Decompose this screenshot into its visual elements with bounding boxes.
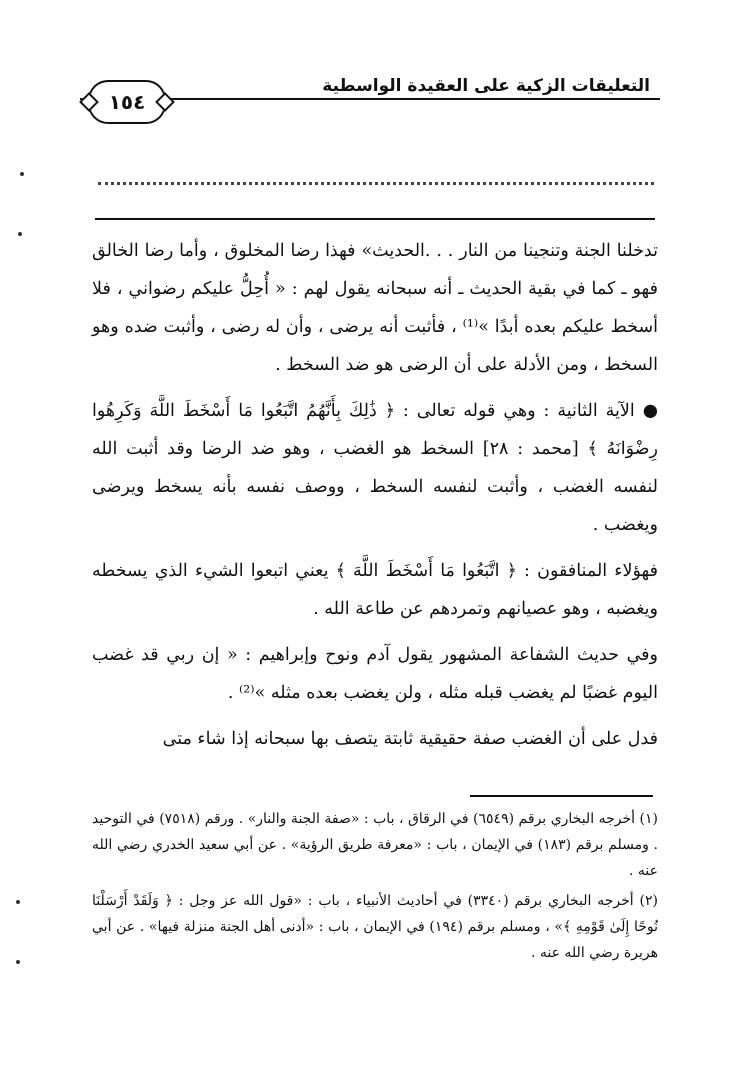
- running-header: [80, 70, 660, 130]
- footnote-separator: [470, 795, 653, 797]
- dotted-separator: [98, 170, 654, 185]
- running-title: التعليقات الزكية على العقيدة الواسطية: [322, 76, 650, 96]
- main-text: [92, 232, 658, 766]
- paragraph-3: فهؤلاء المنافقون : ﴿ اتَّبَعُوا مَا أَسْخَطَ اللَّهَ ﴾ يعني اتبعوا الشيء الذي يسخطه ويغضبه ، وهو عصيانهم وتمردهم عن طاعة الله .: [92, 561, 658, 619]
- paragraph-1: تدخلنا الجنة وتنجينا من النار . . .الحديث» فهذا رضا المخلوق ، وأما رضا الخالق فهو ـ كما في بقية الحديث ـ أنه سبحانه يقول لهم : « أُحِلُّ عليكم رضواني ، فلا أسخط عليكم بعده أبدًا »⁽¹⁾ ، فأثبت أنه يرضى ، وأن له رضى ، وأثبت ضده وهو السخط ، ومن الأدلة على أن الرضى هو ضد السخط .: [92, 241, 658, 375]
- page-number-badge: [88, 80, 166, 124]
- page-number: ١٥٤: [108, 90, 146, 114]
- margin-mark: [16, 900, 20, 904]
- paragraph-5: فدل على أن الغضب صفة حقيقية ثابتة يتصف بها سبحانه إذا شاء متى: [162, 729, 658, 749]
- paragraph-2: ● الآية الثانية : وهي قوله تعالى : ﴿ ذَٰلِكَ بِأَنَّهُمُ اتَّبَعُوا مَا أَسْخَطَ اللَّهَ وَكَرِهُوا رِضْوَانَهُ ﴾ [محمد : ٢٨] السخط هو الغضب ، وهو ضد الرضا وقد أثبت الله لنفسه الغضب ، وأثبت لنفسه السخط ، ووصف نفسه بأنه يسخط ويرضى ويغضب .: [92, 401, 658, 535]
- content-top-rule: [95, 218, 655, 220]
- margin-mark: [18, 232, 22, 236]
- footnote-1: (١) أخرجه البخاري برقم (٦٥٤٩) في الرقاق ، باب : «صفة الجنة والنار» . ورقم (٧٥١٨) في التوحيد . ومسلم برقم (١٨٣) في الإيمان ، باب : «معرفة طريق الرؤية» . عن أبي سعيد الخدري رضي الله عنه .: [92, 811, 658, 879]
- footnotes: [92, 806, 658, 970]
- margin-mark: [16, 960, 20, 964]
- margin-mark: [20, 172, 24, 176]
- footnote-2: (٢) أخرجه البخاري برقم (٣٣٤٠) في أحاديث الأنبياء ، باب : «قول الله عز وجل : ﴿ وَلَقَدْ أَرْسَلْنَا نُوحًا إِلَىٰ قَوْمِهِ ﴾» ، ومسلم برقم (١٩٤) في الإيمان ، باب : «أدنى أهل الجنة منزلة فيها» . عن أبي هريرة رضي الله عنه .: [92, 893, 659, 961]
- paragraph-4: وفي حديث الشفاعة المشهور يقول آدم ونوح وإبراهيم : « إن ربي قد غضب اليوم غضبًا لم يغضب قبله مثله ، ولن يغضب بعده مثله »⁽²⁾ .: [92, 645, 658, 703]
